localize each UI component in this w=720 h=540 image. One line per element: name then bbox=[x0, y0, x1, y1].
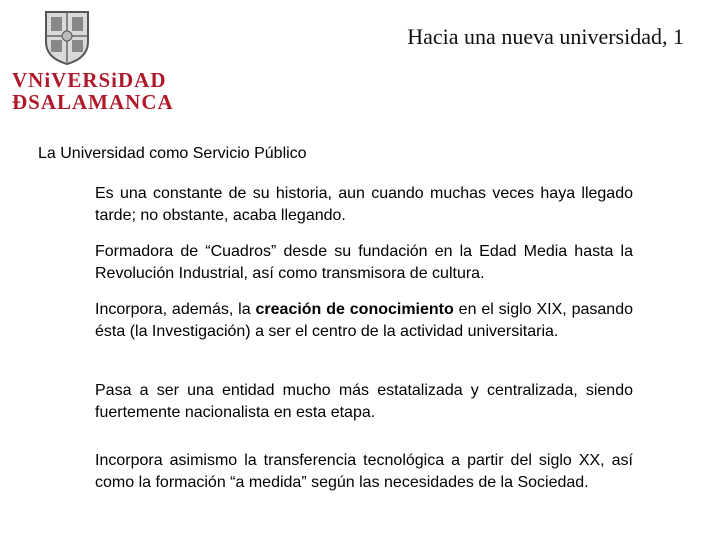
brand-line-2: ÐSALAMANCA bbox=[12, 90, 174, 114]
paragraph-history: Es una constante de su historia, aun cuando muchas veces haya llegado tarde; no obstante, acaba llegando. bbox=[95, 185, 633, 224]
brand-line-1: VNiVERSiDAD bbox=[12, 68, 167, 92]
paragraph-transfer: Incorpora asimismo la transferencia tecnológica a partir del siglo XX, así como la formación “a medida” según las necesidades de la Sociedad. bbox=[95, 452, 633, 491]
paragraph-knowledge-end: en el siglo XIX, pasando ésta (la Investigación) a ser el centro de la actividad universitaria. bbox=[95, 301, 633, 340]
paragraph-formadora: Formadora de “Cuadros” desde su fundación en la Edad Media hasta la Revolución Industrial, así como transmisora de cultura. bbox=[95, 243, 633, 282]
knowledge-emphasis: creación de conocimiento bbox=[255, 301, 454, 318]
slide-title: Hacia una nueva universidad, 1 bbox=[407, 24, 684, 49]
paragraph-knowledge-start: Incorpora, además, la bbox=[95, 301, 256, 318]
university-crest-icon bbox=[42, 8, 92, 66]
paragraph-knowledge bbox=[95, 299, 633, 343]
university-logo bbox=[12, 69, 174, 113]
paragraph-state: Pasa a ser una entidad mucho más estatalizada y centralizada, siendo fuertemente nacionalista en esta etapa. bbox=[95, 382, 633, 421]
section-title: La Universidad como Servicio Público bbox=[38, 145, 307, 162]
